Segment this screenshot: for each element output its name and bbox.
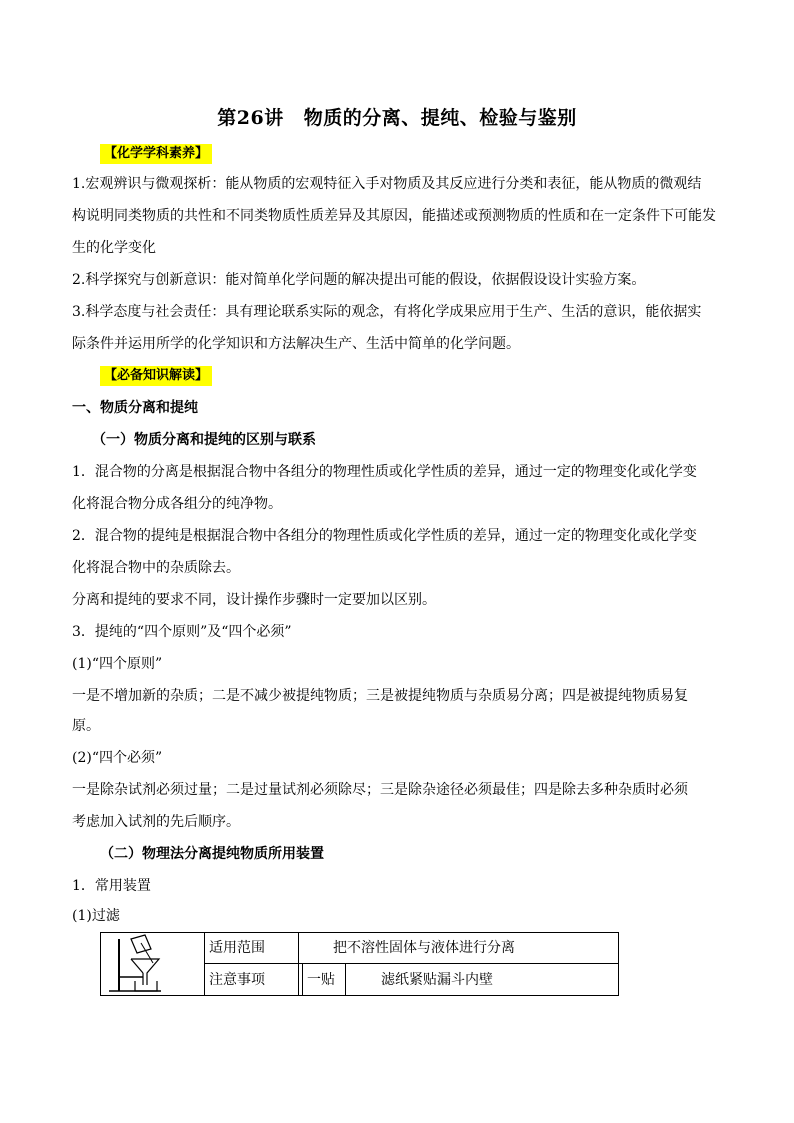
literacy-line: 1.宏观辨识与微观探析：能从物质的宏观特征入手对物质及其反应进行分类和表征，能从物质的微观结 [72,176,702,192]
table-value-notes: 滤纸紧贴漏斗内壁 [381,972,493,988]
table-sub-label: 一贴 [307,972,335,988]
body-line: (2)“四个必须” [72,750,163,766]
table-column-divider [298,933,299,995]
list-item: 1．常用装置 [72,878,151,894]
list-item: (1)过滤 [72,908,120,924]
body-line: 原。 [72,718,100,734]
literacy-line: 3.科学态度与社会责任：具有理论联系实际的观念，有将化学成果应用于生产、生活的意识，能依据实 [72,304,702,320]
lecture-title: 物质的分离、提纯、检验与鉴别 [303,107,577,129]
table-column-divider [345,964,346,995]
table-value-scope: 把不溶性固体与液体进行分离 [333,940,515,956]
filtration-table [100,932,619,996]
body-line: 化将混合物中的杂质除去。 [72,560,240,576]
body-line: 分离和提纯的要求不同，设计操作步骤时一定要加以区别。 [72,592,436,608]
literacy-tag: 【化学学科素养】 [100,144,212,164]
subsection-heading: （一）物质分离和提纯的区别与联系 [92,432,316,448]
table-row-divider [204,963,618,964]
body-line: 化将混合物分成各组分的纯净物。 [72,496,282,512]
page-title [0,103,794,130]
filtration-apparatus-icon [101,933,205,995]
body-line: 1．混合物的分离是根据混合物中各组分的物理性质或化学性质的差异，通过一定的物理变化或化学变 [72,464,697,480]
literacy-line: 构说明同类物质的共性和不同类物质性质差异及其原因，能描述或预测物质的性质和在一定条件下可能发 [72,208,716,224]
body-line: 3．提纯的“四个原则”及“四个必须” [72,624,292,640]
body-line: (1)“四个原则” [72,656,163,672]
knowledge-tag: 【必备知识解读】 [100,366,212,386]
table-label-scope: 适用范围 [209,940,265,956]
body-line: 考虑加入试剂的先后顺序。 [72,814,240,830]
literacy-line: 际条件并运用所学的化学知识和方法解决生产、生活中简单的化学问题。 [72,336,520,352]
body-line: 一是不增加新的杂质；二是不减少被提纯物质；三是被提纯物质与杂质易分离；四是被提纯物质易复 [72,688,688,704]
literacy-line: 生的化学变化 [72,240,156,256]
section-heading: 一、物质分离和提纯 [72,400,198,416]
table-column-divider [302,964,303,995]
body-line: 2．混合物的提纯是根据混合物中各组分的物理性质或化学性质的差异，通过一定的物理变化或化学变 [72,528,697,544]
table-label-notes: 注意事项 [209,972,265,988]
literacy-line: 2.科学探究与创新意识：能对简单化学问题的解决提出可能的假设，依据假设设计实验方案。 [72,272,646,288]
subsection-heading: （二）物理法分离提纯物质所用装置 [100,846,324,862]
lecture-number: 第26讲 [217,107,284,129]
body-line: 一是除杂试剂必须过量；二是过量试剂必须除尽；三是除杂途径必须最佳；四是除去多种杂质时必须 [72,782,688,798]
